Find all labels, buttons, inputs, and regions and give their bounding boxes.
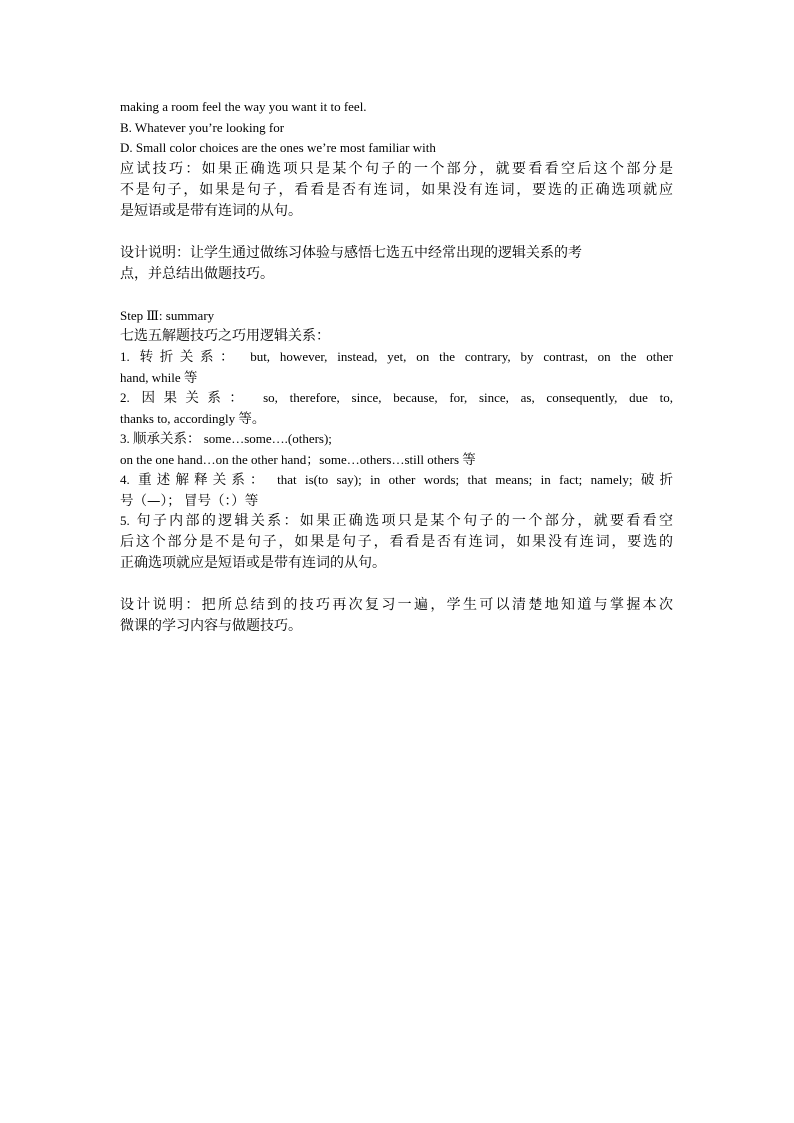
logic-item-sequence — [120, 429, 673, 470]
design-note-2 — [120, 595, 673, 637]
logic-item-contrast-line-2 — [120, 368, 673, 389]
design-note-2-line-1: 设计说明：把所总结到的技巧再次复习一遍，学生可以清楚地知道与掌握本次 — [120, 597, 673, 613]
item-tail: 破折 — [640, 472, 673, 488]
design-note-2-line-2: 微课的学习内容与做题技巧。 — [120, 618, 302, 634]
item-number: 3. — [120, 431, 130, 446]
logic-item-sequence-line-2 — [120, 450, 673, 471]
design-note-1-line-2: 点，并总结出做题技巧。 — [120, 265, 274, 282]
item-text: on the one hand…on the other hand；some…others…still others — [120, 451, 460, 467]
logic-item-contrast — [120, 347, 673, 388]
item-label: 转折关系： — [139, 349, 241, 365]
item-tail: 等 — [462, 451, 476, 468]
exam-tip-paragraph — [120, 159, 673, 222]
step-heading: Step Ⅲ: summary — [120, 307, 215, 323]
document-page — [120, 97, 673, 637]
item-text: 号（—）； — [120, 492, 181, 509]
spacer — [120, 222, 673, 243]
option-b-line: B. Whatever you’re looking for — [120, 119, 285, 135]
spacer — [120, 574, 673, 595]
design-note-1 — [120, 243, 673, 285]
item-label: 顺承关系： — [133, 431, 201, 447]
logic-item-contrast-line-1 — [120, 347, 673, 368]
item-text: hand, while — [120, 369, 181, 385]
logic-item-sequence-line-1 — [120, 429, 673, 450]
logic-item-restatement-line-1 — [120, 470, 673, 491]
logic-item-cause-line-2 — [120, 409, 673, 430]
logic-item-internal-line-3: 正确选项就应是短语或是带有连词的从句。 — [120, 555, 386, 571]
item-text: some…some….(others); — [203, 431, 332, 446]
option-line-fragment: making a room feel the way you want it to feel. — [120, 99, 367, 114]
logic-item-internal — [120, 511, 673, 574]
logic-item-internal-line-2: 后这个部分是不是句子，如果是句子，看看是否有连词，如果没有连词，要选的 — [120, 534, 673, 550]
logic-item-restatement — [120, 470, 673, 511]
item-number: 2. — [120, 390, 130, 405]
logic-item-restatement-line-2 — [120, 491, 673, 512]
item-text: 冒号（：）等 — [184, 492, 259, 509]
item-text: thanks to, accordingly — [120, 410, 236, 426]
item-number: 4. — [120, 472, 130, 487]
logic-item-cause-effect — [120, 388, 673, 429]
item-label: 重述解释关系： — [138, 472, 269, 488]
option-d-line: D. Small color choices are the ones we’re most familiar with — [120, 140, 436, 155]
item-number: 1. — [120, 349, 130, 364]
item-text: but, however, instead, yet, on the contrary, by contrast, on the other — [250, 349, 673, 364]
item-tail: 等 — [183, 369, 198, 386]
step-subtitle: 七选五解题技巧之巧用逻辑关系： — [120, 328, 330, 344]
spacer — [120, 285, 673, 306]
item-tail: 等。 — [238, 410, 266, 427]
item-text: that is(to say); in other words; that means; in fact; namely; — [277, 472, 633, 487]
item-label: 因果关系： — [141, 390, 252, 406]
item-text: so, therefore, since, because, for, since, as, consequently, due to, — [263, 390, 673, 405]
exam-tip-line-3: 是短语或是带有连词的从句。 — [120, 202, 302, 219]
logic-item-internal-line-1 — [120, 511, 673, 532]
item-text: 句子内部的逻辑关系：如果正确选项只是某个句子的一个部分，就要看看空 — [136, 513, 673, 529]
item-number: 5. — [120, 513, 130, 528]
logic-item-cause-line-1 — [120, 388, 673, 409]
exam-tip-line-1: 应试技巧：如果正确选项只是某个句子的一个部分，就要看看空后这个部分是 — [120, 160, 673, 177]
exam-tip-line-2: 不是句子，如果是句子，看看是否有连词，如果没有连词，要选的正确选项就应 — [120, 181, 673, 198]
design-note-1-line-1: 设计说明：让学生通过做练习体验与感悟七选五中经常出现的逻辑关系的考 — [120, 244, 582, 261]
